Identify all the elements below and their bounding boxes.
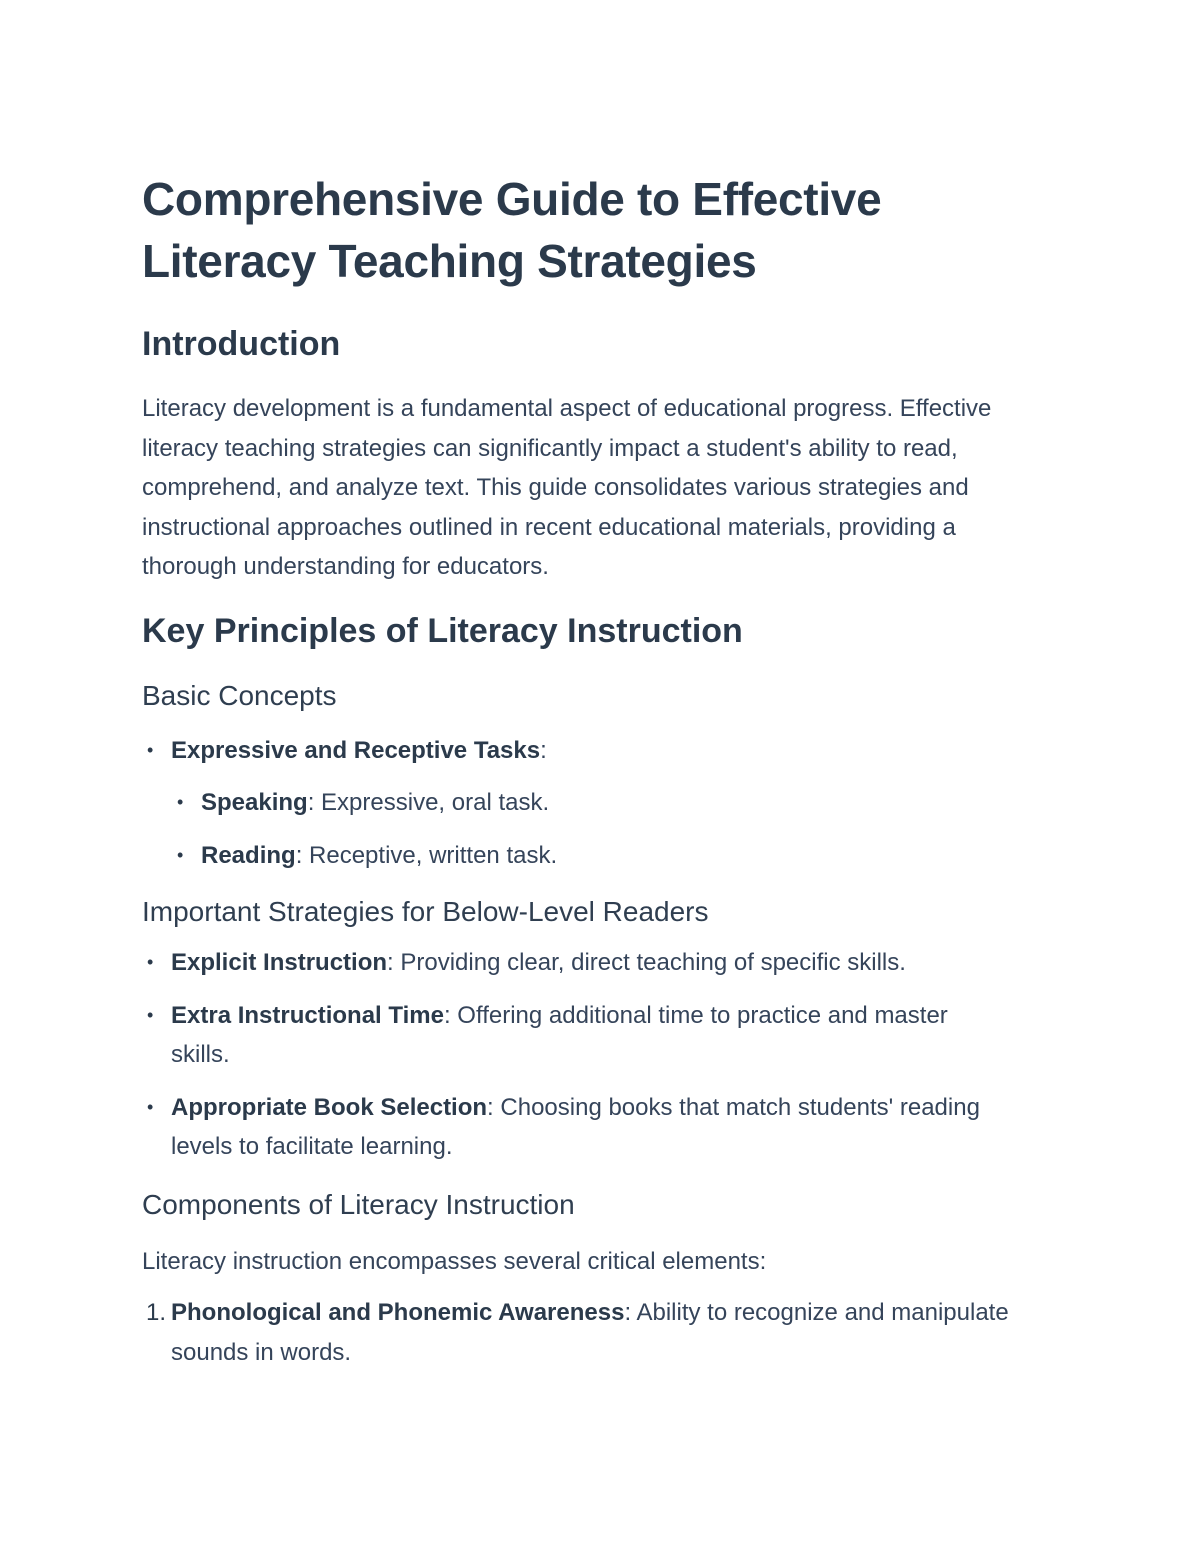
- components-list: [146, 1293, 1042, 1372]
- list-item-term: Explicit Instruction: [171, 949, 388, 976]
- basic-concepts-heading: Basic Concepts: [142, 679, 337, 711]
- list-item-separator: :: [540, 736, 547, 764]
- list-item-term: Phonological and Phonemic Awareness: [171, 1299, 625, 1326]
- list-item-description: Receptive, written task.: [302, 841, 558, 869]
- list-item: [177, 783, 1042, 823]
- list-item-description: Expressive, oral task.: [314, 789, 550, 816]
- below-level-heading: Important Strategies for Below-Level Readers: [142, 896, 709, 927]
- list-item-description: Ability to recognize and manipulate sounds in words.: [171, 1299, 1009, 1366]
- bullet-icon: •: [147, 739, 154, 760]
- list-item-term: Extra Instructional Time: [171, 1001, 444, 1029]
- list-item: [147, 1088, 1021, 1167]
- list-item-separator: :: [487, 1093, 494, 1121]
- components-intro: Literacy instruction encompasses several critical elements:: [142, 1247, 767, 1275]
- bullet-icon: •: [177, 844, 184, 865]
- list-item: [147, 731, 1042, 876]
- bullet-icon: •: [177, 792, 184, 812]
- below-level-list: [147, 943, 1042, 1167]
- key-principles-heading: Key Principles of Literacy Instruction: [142, 611, 743, 650]
- list-item: [146, 1293, 1011, 1372]
- document-title: Comprehensive Guide to Effective Literacy Teaching Strategies: [142, 173, 882, 287]
- list-item-separator: :: [295, 841, 303, 869]
- list-item-term: Reading: [201, 841, 296, 869]
- list-item-description: Choosing books that match students' reading levels to facilitate learning.: [171, 1093, 980, 1160]
- document-page: [142, 168, 1042, 1372]
- bullet-icon: •: [147, 1096, 154, 1117]
- list-number: 1.: [146, 1299, 167, 1326]
- list-item: [147, 943, 1042, 983]
- bullet-icon: •: [147, 952, 154, 972]
- basic-concepts-list: [147, 731, 1042, 876]
- bullet-icon: •: [147, 1004, 154, 1025]
- nested-list: [177, 783, 1042, 875]
- list-item: [177, 836, 1042, 876]
- list-item: [147, 996, 1011, 1075]
- list-item-term: Expressive and Receptive Tasks: [171, 736, 541, 764]
- components-heading: Components of Literacy Instruction: [142, 1188, 575, 1220]
- list-item-description: Offering additional time to practice and master skills.: [171, 1001, 948, 1068]
- introduction-heading: Introduction: [142, 325, 341, 363]
- list-item-term: Speaking: [201, 789, 308, 816]
- list-item-description: Providing clear, direct teaching of specific skills.: [393, 949, 906, 976]
- list-item-term: Appropriate Book Selection: [171, 1093, 488, 1121]
- introduction-paragraph: Literacy development is a fundamental aspect of educational progress. Effective literacy teaching strategies can significantly impact a student's ability to read, comprehend, and analyze text. This guide consolidates various strategies and instructional approaches outlined in recent educational materials, providing a thorough understanding for educators.: [142, 395, 992, 580]
- list-item-separator: :: [624, 1299, 632, 1326]
- list-item-separator: :: [443, 1001, 451, 1029]
- list-item-separator: :: [387, 949, 394, 976]
- list-item-separator: :: [307, 789, 315, 816]
